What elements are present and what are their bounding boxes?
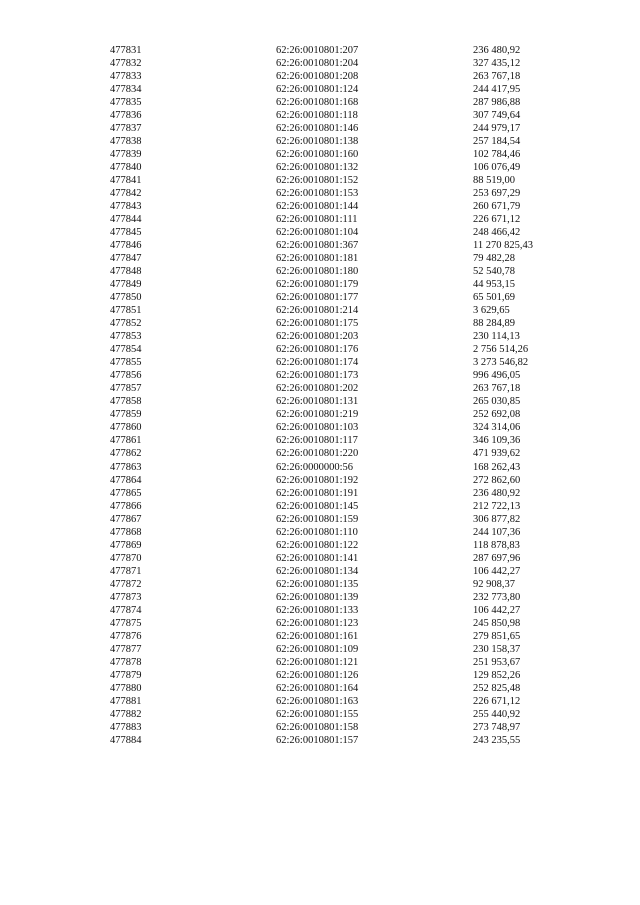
table-row: [0, 395, 640, 408]
cadastral-value: 346 109,36: [473, 435, 521, 447]
cadastral-number: 62:26:0010801:214: [276, 305, 359, 317]
table-row: [0, 200, 640, 213]
cadastral-value: 79 482,28: [473, 253, 515, 265]
cadastral-number: 62:26:0010801:163: [276, 695, 359, 707]
cadastral-value: 260 671,79: [473, 201, 521, 213]
row-id: 477865: [110, 487, 142, 499]
cadastral-value: 327 435,12: [473, 58, 521, 70]
cadastral-value: 52 540,78: [473, 266, 515, 278]
cadastral-value: 252 825,48: [473, 682, 521, 694]
cadastral-number: 62:26:0010801:145: [276, 500, 359, 512]
cadastral-number: 62:26:0000000:56: [276, 461, 354, 473]
row-id: 477876: [110, 630, 142, 642]
row-id: 477879: [110, 669, 142, 681]
row-id: 477862: [110, 448, 142, 460]
row-id: 477880: [110, 682, 142, 694]
row-id: 477833: [110, 71, 142, 83]
table-row: [0, 578, 640, 591]
cadastral-value: 168 262,43: [473, 461, 521, 473]
cadastral-value: 3 273 546,82: [473, 357, 529, 369]
table-row: [0, 526, 640, 539]
cadastral-number: 62:26:0010801:160: [276, 149, 359, 161]
cadastral-value: 273 748,97: [473, 721, 521, 733]
cadastral-number: 62:26:0010801:174: [276, 357, 359, 369]
cadastral-number: 62:26:0010801:204: [276, 58, 359, 70]
cadastral-number: 62:26:0010801:139: [276, 591, 359, 603]
table-row: [0, 669, 640, 682]
cadastral-value: 996 496,05: [473, 370, 521, 382]
cadastral-value: 272 862,60: [473, 474, 521, 486]
table-row: [0, 734, 640, 747]
table-row: [0, 565, 640, 578]
cadastral-number: 62:26:0010801:177: [276, 292, 359, 304]
cadastral-value: 212 722,13: [473, 500, 521, 512]
row-id: 477852: [110, 318, 142, 330]
cadastral-number: 62:26:0010801:161: [276, 630, 359, 642]
cadastral-number: 62:26:0010801:132: [276, 162, 359, 174]
cadastral-value: 129 852,26: [473, 669, 521, 681]
row-id: 477873: [110, 591, 142, 603]
table-row: [0, 617, 640, 630]
cadastral-number: 62:26:0010801:207: [276, 45, 359, 56]
cadastral-number: 62:26:0010801:175: [276, 318, 359, 330]
cadastral-value: 232 773,80: [473, 591, 521, 603]
cadastral-value: 106 076,49: [473, 162, 521, 174]
table-row: [0, 630, 640, 643]
cadastral-number: 62:26:0010801:179: [276, 279, 359, 291]
table-row: [0, 213, 640, 226]
cadastral-number: 62:26:0010801:103: [276, 422, 359, 434]
cadastral-number: 62:26:0010801:131: [276, 396, 359, 408]
table-row: [0, 291, 640, 304]
row-id: 477856: [110, 370, 142, 382]
cadastral-number: 62:26:0010801:134: [276, 565, 359, 577]
row-id: 477836: [110, 110, 142, 122]
row-id: 477871: [110, 565, 142, 577]
row-id: 477877: [110, 643, 142, 655]
cadastral-value: 226 671,12: [473, 695, 521, 707]
cadastral-value: 287 986,88: [473, 97, 521, 109]
cadastral-number: 62:26:0010801:141: [276, 552, 359, 564]
row-id: 477850: [110, 292, 142, 304]
cadastral-value: 44 953,15: [473, 279, 515, 291]
row-id: 477870: [110, 552, 142, 564]
cadastral-number: 62:26:0010801:146: [276, 123, 359, 135]
row-id: 477847: [110, 253, 142, 265]
table-row: [0, 148, 640, 161]
cadastral-value: 3 629,65: [473, 305, 510, 317]
cadastral-number: 62:26:0010801:219: [276, 409, 359, 421]
table-row: [0, 604, 640, 617]
cadastral-value-table: [0, 44, 640, 747]
table-row: [0, 174, 640, 187]
row-id: 477831: [110, 45, 142, 56]
cadastral-number: 62:26:0010801:152: [276, 175, 359, 187]
cadastral-number: 62:26:0010801:155: [276, 708, 359, 720]
cadastral-value: 11 270 825,43: [473, 240, 533, 252]
cadastral-value: 236 480,92: [473, 45, 521, 56]
table-row: [0, 695, 640, 708]
cadastral-value: 118 878,83: [473, 539, 520, 551]
row-id: 477863: [110, 461, 142, 473]
row-id: 477882: [110, 708, 142, 720]
cadastral-value: 230 158,37: [473, 643, 521, 655]
table-row: [0, 721, 640, 734]
cadastral-value: 252 692,08: [473, 409, 521, 421]
cadastral-value: 243 235,55: [473, 734, 521, 746]
table-row: [0, 421, 640, 434]
row-id: 477835: [110, 97, 142, 109]
cadastral-number: 62:26:0010801:191: [276, 487, 359, 499]
row-id: 477843: [110, 201, 142, 213]
cadastral-number: 62:26:0010801:202: [276, 383, 359, 395]
table-row: [0, 682, 640, 695]
cadastral-number: 62:26:0010801:168: [276, 97, 359, 109]
table-row: [0, 161, 640, 174]
row-id: 477840: [110, 162, 142, 174]
table-row: [0, 265, 640, 278]
cadastral-number: 62:26:0010801:208: [276, 71, 359, 83]
row-id: 477861: [110, 435, 142, 447]
table-row: [0, 708, 640, 721]
cadastral-value: 88 284,89: [473, 318, 515, 330]
cadastral-number: 62:26:0010801:176: [276, 344, 359, 356]
cadastral-value: 230 114,13: [473, 331, 520, 343]
row-id: 477854: [110, 344, 142, 356]
row-id: 477878: [110, 656, 142, 668]
table-row: [0, 187, 640, 200]
cadastral-value: 88 519,00: [473, 175, 515, 187]
cadastral-value: 245 850,98: [473, 617, 521, 629]
table-row: [0, 356, 640, 369]
table-row: [0, 382, 640, 395]
cadastral-value: 265 030,85: [473, 396, 521, 408]
table-row: [0, 434, 640, 447]
row-id: 477844: [110, 214, 142, 226]
cadastral-value: 251 953,67: [473, 656, 521, 668]
table-row: [0, 487, 640, 500]
cadastral-value: 471 939,62: [473, 448, 521, 460]
row-id: 477858: [110, 396, 142, 408]
cadastral-number: 62:26:0010801:124: [276, 84, 359, 96]
table-row: [0, 44, 640, 57]
cadastral-number: 62:26:0010801:164: [276, 682, 359, 694]
cadastral-value: 255 440,92: [473, 708, 521, 720]
cadastral-value: 324 314,06: [473, 422, 521, 434]
cadastral-value: 106 442,27: [473, 565, 521, 577]
table-row: [0, 408, 640, 421]
cadastral-number: 62:26:0010801:144: [276, 201, 359, 213]
row-id: 477857: [110, 383, 142, 395]
cadastral-number: 62:26:0010801:157: [276, 734, 359, 746]
table-row: [0, 656, 640, 669]
cadastral-value: 244 417,95: [473, 84, 521, 96]
row-id: 477883: [110, 721, 142, 733]
cadastral-value: 2 756 514,26: [473, 344, 529, 356]
cadastral-number: 62:26:0010801:118: [276, 110, 358, 122]
row-id: 477839: [110, 149, 142, 161]
table-row: [0, 343, 640, 356]
table-row: [0, 135, 640, 148]
table-row: [0, 278, 640, 291]
cadastral-number: 62:26:0010801:117: [276, 435, 358, 447]
cadastral-value: 253 697,29: [473, 188, 521, 200]
cadastral-number: 62:26:0010801:111: [276, 214, 358, 226]
table-row: [0, 461, 640, 474]
cadastral-number: 62:26:0010801:121: [276, 656, 359, 668]
cadastral-value: 106 442,27: [473, 604, 521, 616]
cadastral-number: 62:26:0010801:220: [276, 448, 359, 460]
cadastral-number: 62:26:0010801:133: [276, 604, 359, 616]
table-row: [0, 317, 640, 330]
cadastral-value: 263 767,18: [473, 71, 521, 83]
table-row: [0, 513, 640, 526]
row-id: 477846: [110, 240, 142, 252]
table-row: [0, 552, 640, 565]
cadastral-value: 244 107,36: [473, 526, 521, 538]
cadastral-value: 102 784,46: [473, 149, 521, 161]
cadastral-value: 307 749,64: [473, 110, 521, 122]
cadastral-value: 244 979,17: [473, 123, 521, 135]
cadastral-value: 236 480,92: [473, 487, 521, 499]
row-id: 477838: [110, 136, 142, 148]
cadastral-value: 287 697,96: [473, 552, 521, 564]
cadastral-number: 62:26:0010801:122: [276, 539, 359, 551]
table-row: [0, 643, 640, 656]
table-row: [0, 252, 640, 265]
cadastral-value: 248 466,42: [473, 227, 521, 239]
cadastral-number: 62:26:0010801:126: [276, 669, 359, 681]
cadastral-value: 306 877,82: [473, 513, 521, 525]
cadastral-number: 62:26:0010801:153: [276, 188, 359, 200]
table-row: [0, 83, 640, 96]
cadastral-number: 62:26:0010801:123: [276, 617, 359, 629]
row-id: 477884: [110, 734, 142, 746]
table-row: [0, 57, 640, 70]
cadastral-number: 62:26:0010801:110: [276, 526, 358, 538]
table-row: [0, 474, 640, 487]
table-row: [0, 539, 640, 552]
cadastral-number: 62:26:0010801:159: [276, 513, 359, 525]
cadastral-value: 92 908,37: [473, 578, 515, 590]
table-row: [0, 226, 640, 239]
table-row: [0, 96, 640, 109]
cadastral-number: 62:26:0010801:203: [276, 331, 359, 343]
cadastral-number: 62:26:0010801:180: [276, 266, 359, 278]
row-id: 477867: [110, 513, 142, 525]
cadastral-number: 62:26:0010801:158: [276, 721, 359, 733]
row-id: 477855: [110, 357, 142, 369]
row-id: 477881: [110, 695, 142, 707]
row-id: 477875: [110, 617, 142, 629]
cadastral-number: 62:26:0010801:173: [276, 370, 359, 382]
table-row: [0, 122, 640, 135]
cadastral-number: 62:26:0010801:138: [276, 136, 359, 148]
row-id: 477872: [110, 578, 142, 590]
table-row: [0, 304, 640, 317]
cadastral-value: 257 184,54: [473, 136, 521, 148]
row-id: 477851: [110, 305, 142, 317]
table-row: [0, 591, 640, 604]
cadastral-value: 226 671,12: [473, 214, 521, 226]
cadastral-number: 62:26:0010801:181: [276, 253, 359, 265]
cadastral-number: 62:26:0010801:135: [276, 578, 359, 590]
row-id: 477868: [110, 526, 142, 538]
row-id: 477837: [110, 123, 142, 135]
row-id: 477869: [110, 539, 142, 551]
row-id: 477841: [110, 175, 142, 187]
row-id: 477864: [110, 474, 142, 486]
cadastral-number: 62:26:0010801:104: [276, 227, 359, 239]
row-id: 477874: [110, 604, 142, 616]
table-row: [0, 109, 640, 122]
cadastral-number: 62:26:0010801:367: [276, 240, 359, 252]
cadastral-value: 279 851,65: [473, 630, 521, 642]
row-id: 477842: [110, 188, 142, 200]
row-id: 477860: [110, 422, 142, 434]
cadastral-value: 263 767,18: [473, 383, 521, 395]
table-row: [0, 447, 640, 460]
row-id: 477853: [110, 331, 142, 343]
row-id: 477834: [110, 84, 142, 96]
row-id: 477866: [110, 500, 142, 512]
table-row: [0, 369, 640, 382]
table-row: [0, 70, 640, 83]
row-id: 477849: [110, 279, 142, 291]
row-id: 477845: [110, 227, 142, 239]
table-row: [0, 500, 640, 513]
cadastral-value: 65 501,69: [473, 292, 515, 304]
table-row: [0, 239, 640, 252]
cadastral-number: 62:26:0010801:109: [276, 643, 359, 655]
cadastral-number: 62:26:0010801:192: [276, 474, 359, 486]
row-id: 477848: [110, 266, 142, 278]
row-id: 477832: [110, 58, 142, 70]
table-row: [0, 330, 640, 343]
row-id: 477859: [110, 409, 142, 421]
